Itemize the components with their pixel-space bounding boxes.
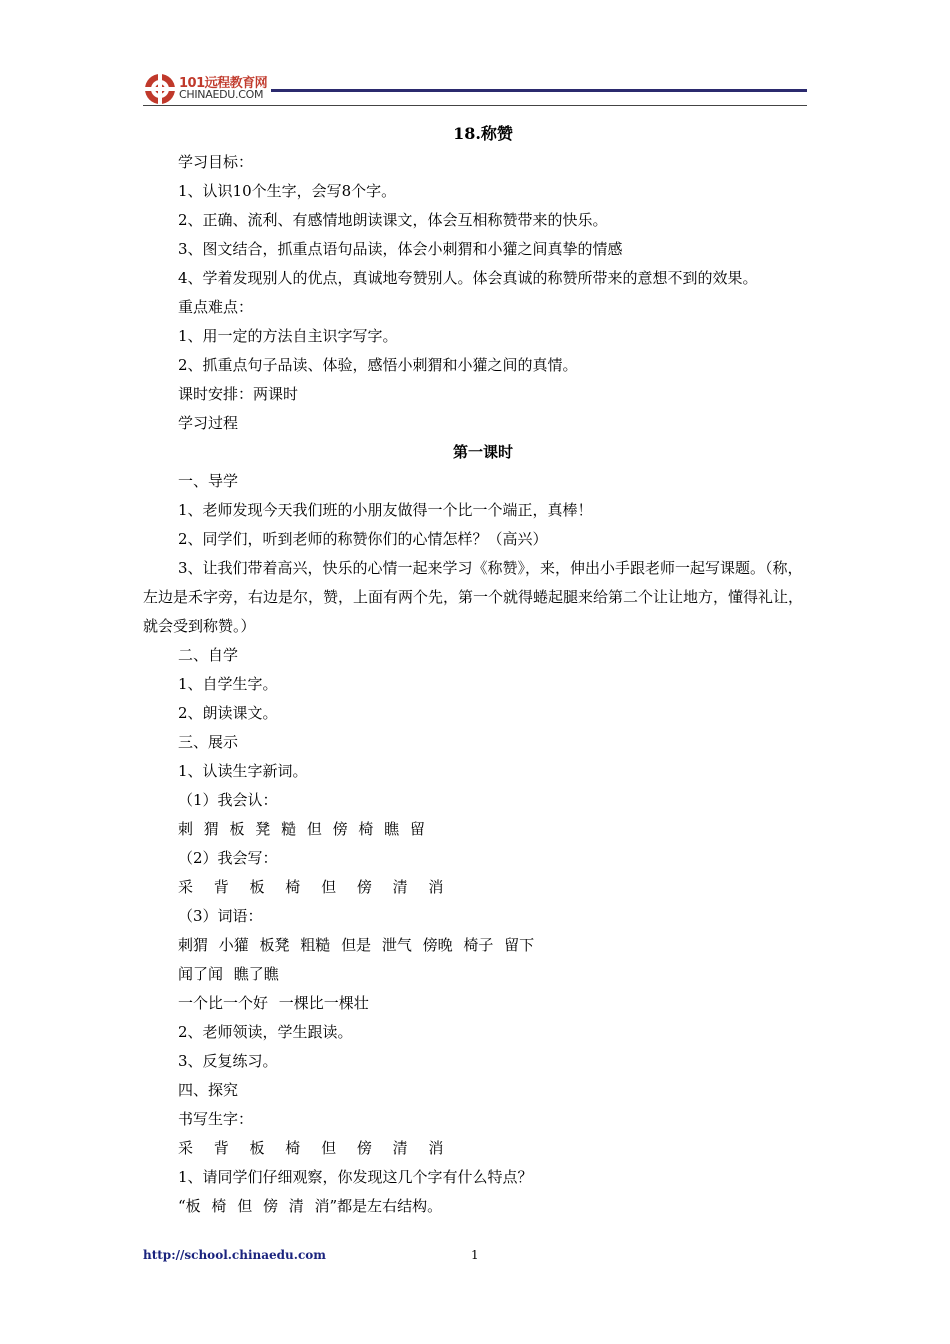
paragraph-line: （1）我会认： [178, 791, 278, 809]
paragraph-line: （2）我会写： [178, 849, 278, 867]
paragraph-line: 1、老师发现今天我们班的小朋友做得一个比一个端正，真棒！ [178, 501, 593, 519]
character-list: 采 背 板 椅 但 傍 清 消 [178, 1139, 444, 1157]
character-list: 刺 猬 板 凳 糙 但 傍 椅 瞧 留 [178, 820, 425, 838]
paragraph-line: “板 椅 但 傍 清 消”都是左右结构。 [178, 1197, 443, 1215]
word-list: 刺猬 小獾 板凳 粗糙 但是 泄气 傍晚 椅子 留下 [178, 936, 535, 954]
section-heading: 重点难点： [178, 298, 254, 316]
page-footer [143, 1248, 807, 1268]
document-title: 18.称赞 [453, 124, 513, 143]
paragraph-line: （3）词语： [178, 907, 263, 925]
lesson-heading: 第一课时 [452, 443, 513, 461]
objective-item: 3、图文结合，抓重点语句品读，体会小刺猬和小獾之间真挚的情感 [178, 240, 623, 258]
section-heading: 学习过程 [178, 414, 239, 432]
page-number: 1 [471, 1248, 479, 1262]
chinaedu-logo-icon [143, 72, 177, 106]
difficulty-item: 2、抓重点句子品读、体验，感悟小刺猬和小獾之间的真情。 [178, 356, 578, 374]
word-list: 闻了闻 瞧了瞧 [178, 965, 279, 983]
paragraph-line: 3、反复练习。 [178, 1052, 278, 1070]
objective-item: 2、正确、流利、有感情地朗读课文，体会互相称赞带来的快乐。 [178, 211, 608, 229]
paragraph-line: 书写生字： [178, 1110, 254, 1128]
word-list: 一个比一个好 一棵比一棵壮 [178, 994, 369, 1012]
document-body [143, 112, 823, 1221]
header-divider [143, 105, 807, 106]
paragraph: 3、让我们带着高兴，快乐的心情一起来学习《称赞》，来，伸出小手跟老师一起写课题。（称，左边是禾字旁，右边是尔，赞，上面有两个先，第一个就得蜷起腿来给第二个让让地方，懂得礼让，就会受到称赞。） [143, 559, 804, 635]
footer-link[interactable]: http://school.chinaedu.com [143, 1248, 326, 1262]
logo-chinese-text: 101远程教育网 [179, 76, 268, 91]
page-header [143, 68, 807, 108]
character-list: 采 背 板 椅 但 傍 清 消 [178, 878, 444, 896]
section-heading: 二、自学 [178, 646, 239, 664]
paragraph-line: 2、同学们，听到老师的称赞你们的心情怎样？（高兴） [178, 530, 548, 548]
header-rule [271, 89, 807, 92]
objective-item: 1、认识10个生字，会写8个字。 [178, 182, 397, 200]
section-heading: 一、导学 [178, 472, 239, 490]
paragraph-line: 2、老师领读，学生跟读。 [178, 1023, 353, 1041]
logo-english-text: CHINAEDU.COM [179, 88, 264, 101]
schedule-text: 课时安排：两课时 [178, 385, 299, 403]
difficulty-item: 1、用一定的方法自主识字写字。 [178, 327, 398, 345]
section-heading: 学习目标： [178, 153, 254, 171]
section-heading: 四、探究 [178, 1081, 239, 1099]
paragraph-line: 1、请同学们仔细观察，你发现这几个字有什么特点？ [178, 1168, 533, 1186]
paragraph-line: 2、朗读课文。 [178, 704, 278, 722]
paragraph-line: 1、自学生字。 [178, 675, 278, 693]
section-heading: 三、展示 [178, 733, 239, 751]
paragraph-line: 1、认读生字新词。 [178, 762, 308, 780]
objective-item: 4、学着发现别人的优点，真诚地夸赞别人。体会真诚的称赞所带来的意想不到的效果。 [178, 269, 758, 287]
